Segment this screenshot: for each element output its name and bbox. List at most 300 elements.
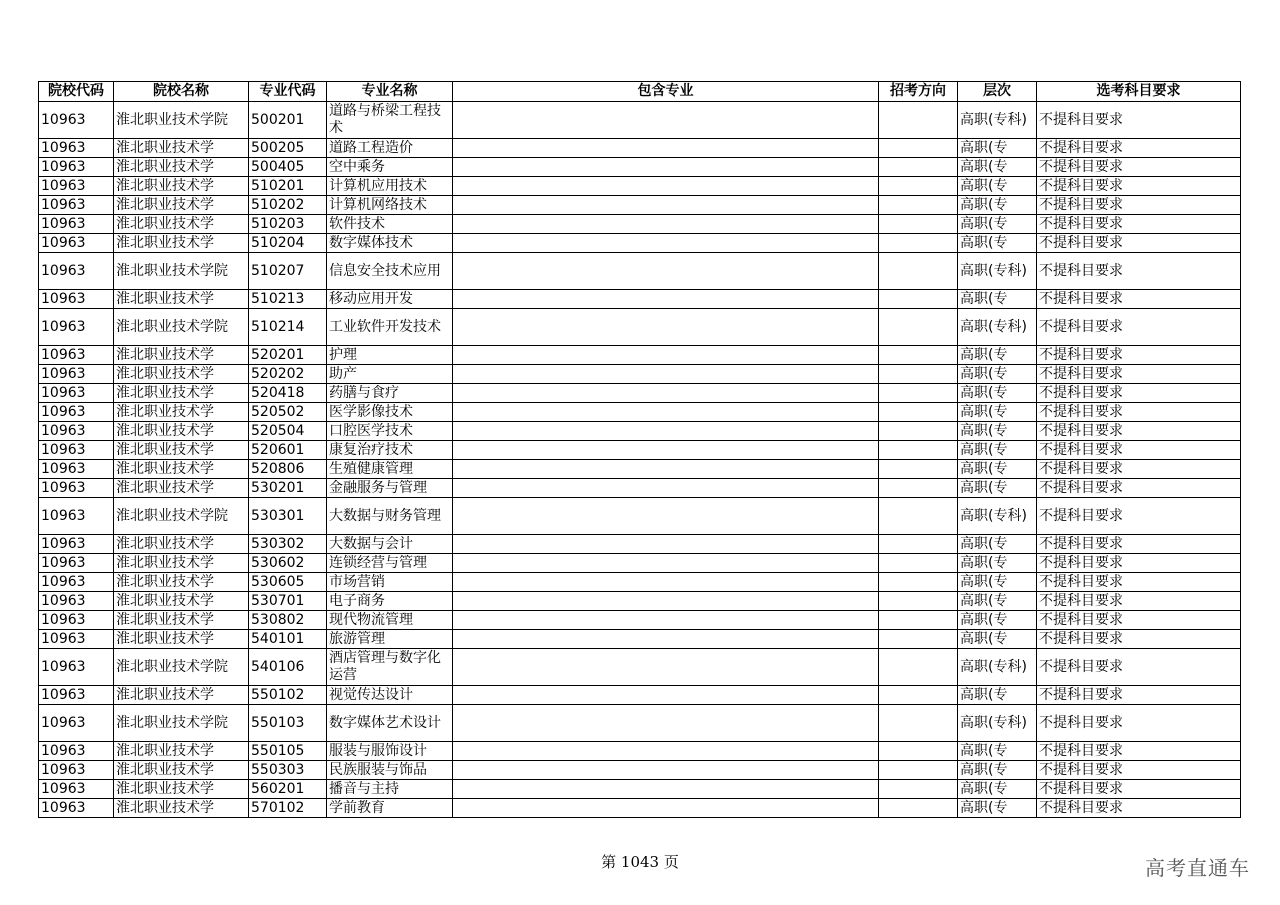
cell-direction	[879, 460, 958, 479]
cell-direction	[879, 139, 958, 158]
cell-major-code: 520502	[249, 403, 327, 422]
cell-direction	[879, 384, 958, 403]
cell-school-code: 10963	[39, 365, 114, 384]
page-number: 第 1043 页	[601, 853, 679, 871]
table-body	[39, 102, 1241, 818]
cell-requirement: 不提科目要求	[1037, 554, 1241, 573]
cell-school-code: 10963	[39, 139, 114, 158]
cell-requirement: 不提科目要求	[1037, 384, 1241, 403]
cell-major-name: 药膳与食疗	[327, 384, 453, 403]
table-row	[39, 234, 1241, 253]
cell-included-majors	[453, 365, 879, 384]
cell-direction	[879, 403, 958, 422]
cell-major-name: 连锁经营与管理	[327, 554, 453, 573]
cell-school-code: 10963	[39, 573, 114, 592]
cell-level: 高职(专科)	[958, 705, 1037, 742]
cell-school-code: 10963	[39, 253, 114, 290]
cell-school-code: 10963	[39, 611, 114, 630]
cell-major-name: 计算机网络技术	[327, 196, 453, 215]
cell-included-majors	[453, 290, 879, 309]
cell-major-code: 520504	[249, 422, 327, 441]
cell-included-majors	[453, 102, 879, 139]
cell-school-name: 淮北职业技术学	[114, 158, 249, 177]
cell-included-majors	[453, 705, 879, 742]
cell-requirement: 不提科目要求	[1037, 761, 1241, 780]
table-row	[39, 630, 1241, 649]
header-level: 层次	[958, 82, 1037, 102]
cell-direction	[879, 592, 958, 611]
watermark: 高考直通车	[1145, 856, 1250, 880]
cell-school-code: 10963	[39, 761, 114, 780]
cell-major-name: 医学影像技术	[327, 403, 453, 422]
cell-requirement: 不提科目要求	[1037, 215, 1241, 234]
cell-school-code: 10963	[39, 102, 114, 139]
cell-school-name: 淮北职业技术学院	[114, 253, 249, 290]
cell-direction	[879, 196, 958, 215]
cell-school-name: 淮北职业技术学	[114, 573, 249, 592]
table-row	[39, 139, 1241, 158]
cell-requirement: 不提科目要求	[1037, 460, 1241, 479]
cell-major-name: 现代物流管理	[327, 611, 453, 630]
cell-major-name: 旅游管理	[327, 630, 453, 649]
cell-included-majors	[453, 253, 879, 290]
cell-school-code: 10963	[39, 799, 114, 818]
cell-level: 高职(专	[958, 573, 1037, 592]
cell-major-code: 540101	[249, 630, 327, 649]
cell-major-name: 金融服务与管理	[327, 479, 453, 498]
cell-school-code: 10963	[39, 158, 114, 177]
cell-included-majors	[453, 139, 879, 158]
cell-requirement: 不提科目要求	[1037, 479, 1241, 498]
cell-major-code: 510201	[249, 177, 327, 196]
cell-major-code: 530802	[249, 611, 327, 630]
cell-requirement: 不提科目要求	[1037, 346, 1241, 365]
cell-level: 高职(专	[958, 139, 1037, 158]
cell-major-name: 视觉传达设计	[327, 686, 453, 705]
header-requirement: 选考科目要求	[1037, 82, 1241, 102]
cell-major-code: 550303	[249, 761, 327, 780]
table-row	[39, 705, 1241, 742]
cell-included-majors	[453, 780, 879, 799]
cell-major-name: 播音与主持	[327, 780, 453, 799]
cell-level: 高职(专	[958, 611, 1037, 630]
cell-requirement: 不提科目要求	[1037, 102, 1241, 139]
cell-included-majors	[453, 630, 879, 649]
cell-included-majors	[453, 535, 879, 554]
cell-school-name: 淮北职业技术学	[114, 799, 249, 818]
header-row	[39, 82, 1241, 102]
cell-school-name: 淮北职业技术学	[114, 630, 249, 649]
table-row	[39, 611, 1241, 630]
table-row	[39, 686, 1241, 705]
cell-major-code: 530302	[249, 535, 327, 554]
table-row	[39, 498, 1241, 535]
cell-included-majors	[453, 460, 879, 479]
cell-school-code: 10963	[39, 309, 114, 346]
cell-included-majors	[453, 346, 879, 365]
cell-school-code: 10963	[39, 403, 114, 422]
cell-requirement: 不提科目要求	[1037, 742, 1241, 761]
cell-included-majors	[453, 649, 879, 686]
table-row	[39, 422, 1241, 441]
cell-level: 高职(专	[958, 630, 1037, 649]
cell-school-name: 淮北职业技术学	[114, 742, 249, 761]
cell-major-code: 500205	[249, 139, 327, 158]
cell-school-name: 淮北职业技术学院	[114, 498, 249, 535]
table-row	[39, 799, 1241, 818]
cell-level: 高职(专	[958, 422, 1037, 441]
cell-level: 高职(专	[958, 742, 1037, 761]
cell-major-code: 550102	[249, 686, 327, 705]
cell-major-name: 电子商务	[327, 592, 453, 611]
cell-major-name: 市场营销	[327, 573, 453, 592]
table-row	[39, 196, 1241, 215]
table-row	[39, 309, 1241, 346]
cell-requirement: 不提科目要求	[1037, 365, 1241, 384]
cell-included-majors	[453, 158, 879, 177]
table-row	[39, 384, 1241, 403]
cell-direction	[879, 177, 958, 196]
cell-major-name: 学前教育	[327, 799, 453, 818]
cell-major-code: 510202	[249, 196, 327, 215]
cell-direction	[879, 346, 958, 365]
cell-direction	[879, 498, 958, 535]
cell-included-majors	[453, 761, 879, 780]
table-row	[39, 649, 1241, 686]
cell-major-code: 510213	[249, 290, 327, 309]
cell-direction	[879, 102, 958, 139]
cell-included-majors	[453, 573, 879, 592]
table-row	[39, 177, 1241, 196]
cell-school-name: 淮北职业技术学	[114, 290, 249, 309]
cell-school-name: 淮北职业技术学	[114, 384, 249, 403]
cell-requirement: 不提科目要求	[1037, 592, 1241, 611]
cell-requirement: 不提科目要求	[1037, 196, 1241, 215]
cell-school-name: 淮北职业技术学	[114, 761, 249, 780]
cell-included-majors	[453, 742, 879, 761]
cell-school-code: 10963	[39, 592, 114, 611]
cell-requirement: 不提科目要求	[1037, 630, 1241, 649]
cell-major-name: 数字媒体技术	[327, 234, 453, 253]
cell-school-name: 淮北职业技术学	[114, 592, 249, 611]
cell-level: 高职(专	[958, 441, 1037, 460]
cell-requirement: 不提科目要求	[1037, 780, 1241, 799]
cell-school-name: 淮北职业技术学	[114, 686, 249, 705]
cell-direction	[879, 215, 958, 234]
cell-major-code: 530301	[249, 498, 327, 535]
table-row	[39, 761, 1241, 780]
cell-school-code: 10963	[39, 742, 114, 761]
cell-school-code: 10963	[39, 215, 114, 234]
table-row	[39, 535, 1241, 554]
header-major-code: 专业代码	[249, 82, 327, 102]
cell-school-code: 10963	[39, 498, 114, 535]
cell-requirement: 不提科目要求	[1037, 498, 1241, 535]
header-major-name: 专业名称	[327, 82, 453, 102]
header-direction: 招考方向	[879, 82, 958, 102]
cell-major-name: 康复治疗技术	[327, 441, 453, 460]
cell-school-code: 10963	[39, 346, 114, 365]
cell-school-code: 10963	[39, 554, 114, 573]
cell-level: 高职(专	[958, 215, 1037, 234]
cell-direction	[879, 780, 958, 799]
cell-school-name: 淮北职业技术学	[114, 403, 249, 422]
cell-requirement: 不提科目要求	[1037, 611, 1241, 630]
cell-school-code: 10963	[39, 422, 114, 441]
cell-major-code: 520806	[249, 460, 327, 479]
cell-major-name: 工业软件开发技术	[327, 309, 453, 346]
cell-school-code: 10963	[39, 177, 114, 196]
cell-school-name: 淮北职业技术学	[114, 780, 249, 799]
cell-requirement: 不提科目要求	[1037, 234, 1241, 253]
cell-included-majors	[453, 554, 879, 573]
cell-direction	[879, 441, 958, 460]
cell-major-code: 520418	[249, 384, 327, 403]
table-row	[39, 554, 1241, 573]
cell-major-code: 550103	[249, 705, 327, 742]
cell-direction	[879, 649, 958, 686]
cell-level: 高职(专	[958, 479, 1037, 498]
table-row	[39, 460, 1241, 479]
cell-level: 高职(专	[958, 290, 1037, 309]
cell-requirement: 不提科目要求	[1037, 139, 1241, 158]
cell-direction	[879, 479, 958, 498]
cell-requirement: 不提科目要求	[1037, 309, 1241, 346]
cell-direction	[879, 309, 958, 346]
cell-school-name: 淮北职业技术学	[114, 554, 249, 573]
cell-requirement: 不提科目要求	[1037, 403, 1241, 422]
cell-level: 高职(专科)	[958, 102, 1037, 139]
cell-level: 高职(专	[958, 686, 1037, 705]
cell-major-code: 530605	[249, 573, 327, 592]
cell-major-code: 530201	[249, 479, 327, 498]
cell-requirement: 不提科目要求	[1037, 253, 1241, 290]
cell-included-majors	[453, 441, 879, 460]
cell-level: 高职(专科)	[958, 498, 1037, 535]
cell-school-name: 淮北职业技术学	[114, 441, 249, 460]
cell-school-name: 淮北职业技术学	[114, 196, 249, 215]
cell-major-name: 空中乘务	[327, 158, 453, 177]
table-row	[39, 780, 1241, 799]
cell-level: 高职(专	[958, 554, 1037, 573]
cell-included-majors	[453, 611, 879, 630]
cell-direction	[879, 554, 958, 573]
cell-school-code: 10963	[39, 460, 114, 479]
cell-requirement: 不提科目要求	[1037, 441, 1241, 460]
cell-direction	[879, 611, 958, 630]
cell-direction	[879, 158, 958, 177]
cell-major-name: 大数据与会计	[327, 535, 453, 554]
cell-major-code: 510204	[249, 234, 327, 253]
table-row	[39, 573, 1241, 592]
cell-school-code: 10963	[39, 780, 114, 799]
cell-level: 高职(专	[958, 535, 1037, 554]
cell-level: 高职(专科)	[958, 253, 1037, 290]
table-row	[39, 253, 1241, 290]
cell-included-majors	[453, 592, 879, 611]
cell-requirement: 不提科目要求	[1037, 573, 1241, 592]
cell-included-majors	[453, 479, 879, 498]
cell-major-name: 护理	[327, 346, 453, 365]
cell-school-name: 淮北职业技术学	[114, 346, 249, 365]
cell-major-name: 计算机应用技术	[327, 177, 453, 196]
cell-included-majors	[453, 234, 879, 253]
cell-major-name: 大数据与财务管理	[327, 498, 453, 535]
cell-level: 高职(专	[958, 403, 1037, 422]
cell-included-majors	[453, 384, 879, 403]
cell-school-code: 10963	[39, 196, 114, 215]
cell-major-name: 信息安全技术应用	[327, 253, 453, 290]
cell-included-majors	[453, 422, 879, 441]
cell-major-code: 510214	[249, 309, 327, 346]
cell-major-name: 酒店管理与数字化运营	[327, 649, 453, 686]
cell-school-code: 10963	[39, 686, 114, 705]
cell-major-code: 550105	[249, 742, 327, 761]
cell-school-name: 淮北职业技术学院	[114, 705, 249, 742]
header-school-code: 院校代码	[39, 82, 114, 102]
cell-major-code: 520601	[249, 441, 327, 460]
cell-major-name: 软件技术	[327, 215, 453, 234]
table-row	[39, 215, 1241, 234]
cell-requirement: 不提科目要求	[1037, 290, 1241, 309]
cell-school-name: 淮北职业技术学院	[114, 309, 249, 346]
cell-school-name: 淮北职业技术学	[114, 139, 249, 158]
cell-level: 高职(专科)	[958, 649, 1037, 686]
cell-requirement: 不提科目要求	[1037, 705, 1241, 742]
cell-requirement: 不提科目要求	[1037, 649, 1241, 686]
cell-school-code: 10963	[39, 705, 114, 742]
cell-included-majors	[453, 403, 879, 422]
cell-major-name: 道路与桥梁工程技术	[327, 102, 453, 139]
cell-major-code: 500201	[249, 102, 327, 139]
cell-school-code: 10963	[39, 649, 114, 686]
cell-major-code: 520202	[249, 365, 327, 384]
cell-school-code: 10963	[39, 290, 114, 309]
header-included-majors: 包含专业	[453, 82, 879, 102]
cell-major-code: 570102	[249, 799, 327, 818]
cell-included-majors	[453, 309, 879, 346]
cell-school-name: 淮北职业技术学	[114, 234, 249, 253]
cell-major-name: 移动应用开发	[327, 290, 453, 309]
cell-requirement: 不提科目要求	[1037, 422, 1241, 441]
cell-direction	[879, 290, 958, 309]
cell-requirement: 不提科目要求	[1037, 799, 1241, 818]
cell-school-name: 淮北职业技术学	[114, 215, 249, 234]
cell-major-code: 530602	[249, 554, 327, 573]
cell-direction	[879, 422, 958, 441]
table-row	[39, 365, 1241, 384]
cell-level: 高职(专	[958, 196, 1037, 215]
cell-school-name: 淮北职业技术学	[114, 365, 249, 384]
cell-level: 高职(专	[958, 460, 1037, 479]
cell-level: 高职(专	[958, 365, 1037, 384]
table-row	[39, 290, 1241, 309]
header-school-name: 院校名称	[114, 82, 249, 102]
cell-major-code: 530701	[249, 592, 327, 611]
cell-school-code: 10963	[39, 234, 114, 253]
cell-school-name: 淮北职业技术学院	[114, 102, 249, 139]
cell-level: 高职(专	[958, 346, 1037, 365]
admissions-table	[38, 81, 1241, 818]
table-row	[39, 742, 1241, 761]
cell-school-name: 淮北职业技术学	[114, 535, 249, 554]
cell-included-majors	[453, 196, 879, 215]
cell-included-majors	[453, 686, 879, 705]
table-row	[39, 441, 1241, 460]
cell-major-name: 助产	[327, 365, 453, 384]
cell-level: 高职(专	[958, 780, 1037, 799]
cell-school-name: 淮北职业技术学	[114, 479, 249, 498]
cell-level: 高职(专	[958, 384, 1037, 403]
cell-direction	[879, 573, 958, 592]
cell-requirement: 不提科目要求	[1037, 177, 1241, 196]
cell-direction	[879, 365, 958, 384]
cell-direction	[879, 630, 958, 649]
cell-direction	[879, 234, 958, 253]
cell-school-name: 淮北职业技术学	[114, 611, 249, 630]
table-row	[39, 102, 1241, 139]
cell-included-majors	[453, 215, 879, 234]
cell-school-name: 淮北职业技术学	[114, 460, 249, 479]
cell-school-name: 淮北职业技术学院	[114, 649, 249, 686]
cell-included-majors	[453, 498, 879, 535]
cell-level: 高职(专	[958, 799, 1037, 818]
cell-school-code: 10963	[39, 441, 114, 460]
cell-included-majors	[453, 799, 879, 818]
table-row	[39, 479, 1241, 498]
cell-major-code: 510207	[249, 253, 327, 290]
cell-school-code: 10963	[39, 535, 114, 554]
cell-requirement: 不提科目要求	[1037, 686, 1241, 705]
cell-major-code: 500405	[249, 158, 327, 177]
cell-level: 高职(专	[958, 158, 1037, 177]
cell-major-name: 道路工程造价	[327, 139, 453, 158]
cell-level: 高职(专	[958, 234, 1037, 253]
cell-major-name: 数字媒体艺术设计	[327, 705, 453, 742]
cell-requirement: 不提科目要求	[1037, 535, 1241, 554]
cell-school-code: 10963	[39, 630, 114, 649]
cell-direction	[879, 799, 958, 818]
cell-school-code: 10963	[39, 384, 114, 403]
cell-level: 高职(专	[958, 177, 1037, 196]
cell-included-majors	[453, 177, 879, 196]
table-row	[39, 158, 1241, 177]
cell-major-name: 生殖健康管理	[327, 460, 453, 479]
cell-level: 高职(专科)	[958, 309, 1037, 346]
cell-school-name: 淮北职业技术学	[114, 422, 249, 441]
cell-direction	[879, 535, 958, 554]
cell-school-code: 10963	[39, 479, 114, 498]
table-row	[39, 592, 1241, 611]
cell-requirement: 不提科目要求	[1037, 158, 1241, 177]
cell-major-name: 民族服装与饰品	[327, 761, 453, 780]
cell-major-name: 服装与服饰设计	[327, 742, 453, 761]
cell-direction	[879, 761, 958, 780]
cell-major-code: 560201	[249, 780, 327, 799]
cell-direction	[879, 705, 958, 742]
cell-major-name: 口腔医学技术	[327, 422, 453, 441]
cell-direction	[879, 742, 958, 761]
table-row	[39, 346, 1241, 365]
cell-level: 高职(专	[958, 592, 1037, 611]
cell-direction	[879, 686, 958, 705]
cell-level: 高职(专	[958, 761, 1037, 780]
cell-school-name: 淮北职业技术学	[114, 177, 249, 196]
cell-direction	[879, 253, 958, 290]
cell-major-code: 520201	[249, 346, 327, 365]
cell-major-code: 510203	[249, 215, 327, 234]
cell-major-code: 540106	[249, 649, 327, 686]
